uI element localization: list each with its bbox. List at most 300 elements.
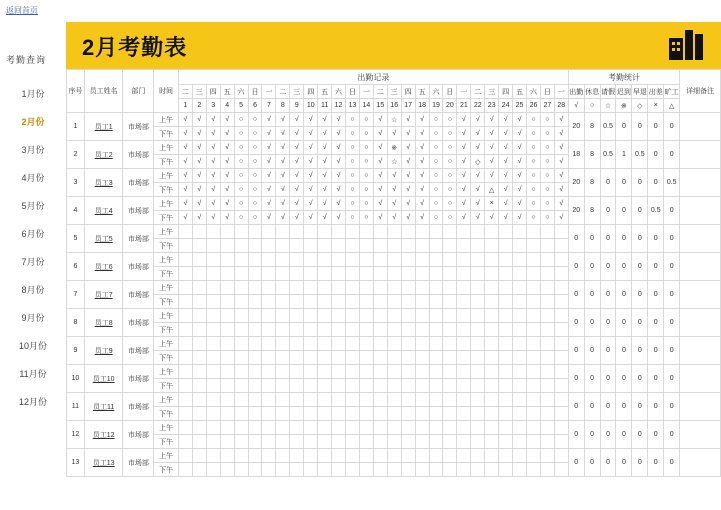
cell-day-mark[interactable]: √ [513,169,527,183]
cell-day-mark[interactable] [206,421,220,435]
cell-day-mark[interactable] [499,365,513,379]
month-item-10[interactable]: 10月份 [18,341,47,351]
cell-day-mark[interactable]: √ [415,169,429,183]
cell-day-mark[interactable]: ○ [540,141,554,155]
cell-day-mark[interactable] [220,421,234,435]
cell-day-mark[interactable] [220,295,234,309]
cell-day-mark[interactable]: ○ [527,211,541,225]
cell-day-mark[interactable]: √ [554,127,568,141]
cell-day-mark[interactable] [248,253,262,267]
cell-day-mark[interactable] [415,351,429,365]
cell-day-mark[interactable] [373,337,387,351]
cell-day-mark[interactable]: √ [220,169,234,183]
cell-day-mark[interactable] [415,295,429,309]
cell-day-mark[interactable] [178,295,192,309]
cell-day-mark[interactable] [220,323,234,337]
cell-day-mark[interactable]: ○ [248,211,262,225]
cell-day-mark[interactable]: ○ [429,211,443,225]
cell-day-mark[interactable]: √ [554,197,568,211]
cell-day-mark[interactable] [527,449,541,463]
cell-day-mark[interactable]: √ [457,197,471,211]
cell-day-mark[interactable]: √ [554,169,568,183]
cell-remark[interactable] [680,197,721,225]
cell-day-mark[interactable] [234,239,248,253]
cell-day-mark[interactable] [346,393,360,407]
cell-day-mark[interactable]: √ [471,169,485,183]
cell-day-mark[interactable]: √ [471,141,485,155]
cell-day-mark[interactable]: ○ [248,113,262,127]
cell-day-mark[interactable] [554,295,568,309]
cell-day-mark[interactable]: √ [318,127,332,141]
cell-day-mark[interactable]: √ [276,113,290,127]
cell-day-mark[interactable]: √ [276,155,290,169]
cell-day-mark[interactable] [359,449,373,463]
cell-day-mark[interactable] [178,421,192,435]
cell-day-mark[interactable] [485,365,499,379]
cell-day-mark[interactable] [192,295,206,309]
cell-day-mark[interactable]: ○ [234,155,248,169]
cell-day-mark[interactable] [513,393,527,407]
cell-day-mark[interactable] [471,421,485,435]
cell-day-mark[interactable]: √ [262,113,276,127]
cell-day-mark[interactable] [513,463,527,477]
cell-day-mark[interactable]: √ [192,127,206,141]
cell-day-mark[interactable] [276,449,290,463]
cell-day-mark[interactable] [359,435,373,449]
cell-day-mark[interactable]: √ [485,211,499,225]
cell-day-mark[interactable] [262,281,276,295]
cell-employee-name[interactable]: 员工2 [84,141,123,169]
cell-day-mark[interactable] [485,379,499,393]
cell-day-mark[interactable]: √ [290,211,304,225]
cell-day-mark[interactable] [220,337,234,351]
cell-day-mark[interactable] [359,351,373,365]
cell-day-mark[interactable]: ◇ [471,155,485,169]
cell-remark[interactable] [680,169,721,197]
cell-day-mark[interactable] [262,225,276,239]
cell-day-mark[interactable]: √ [401,113,415,127]
cell-day-mark[interactable] [178,225,192,239]
cell-day-mark[interactable] [220,267,234,281]
cell-day-mark[interactable] [206,337,220,351]
cell-day-mark[interactable] [262,309,276,323]
cell-day-mark[interactable]: √ [206,211,220,225]
cell-day-mark[interactable] [401,449,415,463]
cell-day-mark[interactable] [318,365,332,379]
cell-remark[interactable] [680,141,721,169]
cell-day-mark[interactable] [290,267,304,281]
cell-day-mark[interactable] [332,239,346,253]
cell-day-mark[interactable]: √ [401,197,415,211]
cell-day-mark[interactable] [499,393,513,407]
cell-day-mark[interactable]: ○ [346,155,360,169]
cell-day-mark[interactable] [346,421,360,435]
cell-day-mark[interactable]: ○ [443,169,457,183]
cell-day-mark[interactable] [276,379,290,393]
cell-day-mark[interactable] [304,253,318,267]
cell-day-mark[interactable] [401,337,415,351]
cell-day-mark[interactable] [192,407,206,421]
cell-day-mark[interactable] [178,323,192,337]
cell-day-mark[interactable] [318,281,332,295]
cell-day-mark[interactable]: ○ [429,197,443,211]
cell-day-mark[interactable] [499,421,513,435]
cell-day-mark[interactable]: √ [178,183,192,197]
cell-day-mark[interactable] [415,253,429,267]
cell-day-mark[interactable] [373,225,387,239]
cell-day-mark[interactable] [332,365,346,379]
cell-day-mark[interactable] [206,407,220,421]
cell-day-mark[interactable]: √ [387,211,401,225]
cell-day-mark[interactable] [513,435,527,449]
cell-day-mark[interactable] [290,365,304,379]
cell-day-mark[interactable] [234,463,248,477]
cell-day-mark[interactable] [359,295,373,309]
cell-day-mark[interactable] [276,309,290,323]
cell-day-mark[interactable] [359,337,373,351]
cell-day-mark[interactable]: √ [290,113,304,127]
back-to-home-link[interactable]: 返回首页 [6,6,38,15]
cell-day-mark[interactable]: √ [220,183,234,197]
cell-day-mark[interactable] [387,463,401,477]
cell-day-mark[interactable]: ○ [527,169,541,183]
cell-day-mark[interactable] [485,421,499,435]
cell-day-mark[interactable] [415,365,429,379]
cell-day-mark[interactable] [443,351,457,365]
cell-day-mark[interactable] [248,351,262,365]
cell-day-mark[interactable] [234,337,248,351]
cell-day-mark[interactable]: √ [457,155,471,169]
cell-day-mark[interactable]: √ [373,183,387,197]
cell-remark[interactable] [680,309,721,337]
cell-day-mark[interactable]: √ [262,141,276,155]
cell-day-mark[interactable]: √ [192,169,206,183]
cell-day-mark[interactable]: √ [192,113,206,127]
cell-day-mark[interactable] [262,351,276,365]
cell-day-mark[interactable]: √ [332,197,346,211]
cell-day-mark[interactable] [387,267,401,281]
cell-day-mark[interactable] [443,463,457,477]
cell-day-mark[interactable]: √ [499,127,513,141]
cell-day-mark[interactable]: ○ [443,211,457,225]
cell-day-mark[interactable] [429,253,443,267]
cell-day-mark[interactable] [429,323,443,337]
cell-day-mark[interactable]: ○ [234,141,248,155]
cell-day-mark[interactable] [206,351,220,365]
cell-day-mark[interactable] [554,407,568,421]
cell-day-mark[interactable] [178,351,192,365]
cell-day-mark[interactable] [318,309,332,323]
cell-day-mark[interactable] [443,281,457,295]
cell-day-mark[interactable]: ○ [540,169,554,183]
cell-day-mark[interactable] [429,463,443,477]
cell-day-mark[interactable] [206,295,220,309]
cell-day-mark[interactable] [332,295,346,309]
cell-day-mark[interactable] [304,421,318,435]
cell-day-mark[interactable] [429,267,443,281]
cell-day-mark[interactable] [415,323,429,337]
cell-day-mark[interactable] [290,449,304,463]
cell-day-mark[interactable]: √ [332,141,346,155]
cell-day-mark[interactable] [346,253,360,267]
cell-day-mark[interactable]: ○ [359,127,373,141]
cell-day-mark[interactable]: √ [415,113,429,127]
cell-day-mark[interactable] [443,225,457,239]
cell-day-mark[interactable] [206,253,220,267]
cell-day-mark[interactable]: √ [513,113,527,127]
cell-day-mark[interactable] [359,281,373,295]
cell-day-mark[interactable] [513,365,527,379]
cell-day-mark[interactable] [554,323,568,337]
cell-day-mark[interactable] [220,225,234,239]
cell-day-mark[interactable] [401,421,415,435]
cell-day-mark[interactable] [346,323,360,337]
cell-day-mark[interactable] [332,267,346,281]
cell-day-mark[interactable]: ○ [443,113,457,127]
cell-day-mark[interactable]: √ [262,155,276,169]
cell-day-mark[interactable] [332,421,346,435]
cell-employee-name[interactable]: 员工4 [84,197,123,225]
cell-day-mark[interactable]: √ [332,127,346,141]
cell-day-mark[interactable]: √ [290,141,304,155]
cell-day-mark[interactable] [540,407,554,421]
cell-day-mark[interactable]: √ [513,197,527,211]
cell-day-mark[interactable] [443,267,457,281]
cell-day-mark[interactable]: √ [192,197,206,211]
cell-day-mark[interactable] [234,281,248,295]
cell-day-mark[interactable] [262,407,276,421]
cell-day-mark[interactable]: ○ [234,197,248,211]
cell-day-mark[interactable]: ○ [429,183,443,197]
cell-day-mark[interactable]: √ [178,113,192,127]
cell-day-mark[interactable] [276,337,290,351]
cell-day-mark[interactable] [206,435,220,449]
cell-day-mark[interactable]: √ [485,169,499,183]
cell-day-mark[interactable] [220,365,234,379]
cell-day-mark[interactable] [192,365,206,379]
cell-day-mark[interactable] [178,365,192,379]
cell-day-mark[interactable] [401,393,415,407]
cell-day-mark[interactable]: √ [206,183,220,197]
cell-day-mark[interactable] [527,239,541,253]
cell-day-mark[interactable] [499,225,513,239]
cell-day-mark[interactable] [401,281,415,295]
cell-day-mark[interactable] [178,309,192,323]
cell-day-mark[interactable] [318,421,332,435]
cell-day-mark[interactable]: √ [318,155,332,169]
cell-day-mark[interactable]: √ [387,183,401,197]
cell-day-mark[interactable]: √ [178,211,192,225]
month-item-8[interactable]: 8月份 [21,285,45,295]
cell-day-mark[interactable] [262,435,276,449]
cell-day-mark[interactable] [178,463,192,477]
cell-day-mark[interactable] [373,281,387,295]
cell-day-mark[interactable] [290,337,304,351]
cell-day-mark[interactable] [527,253,541,267]
cell-day-mark[interactable]: √ [206,141,220,155]
cell-day-mark[interactable] [290,407,304,421]
cell-day-mark[interactable]: ○ [359,183,373,197]
cell-day-mark[interactable] [540,295,554,309]
cell-day-mark[interactable] [401,253,415,267]
cell-day-mark[interactable] [499,239,513,253]
cell-day-mark[interactable]: √ [499,113,513,127]
cell-day-mark[interactable] [262,421,276,435]
cell-day-mark[interactable] [206,393,220,407]
cell-day-mark[interactable]: √ [471,211,485,225]
cell-day-mark[interactable] [206,323,220,337]
cell-day-mark[interactable] [359,393,373,407]
cell-day-mark[interactable] [290,435,304,449]
cell-day-mark[interactable] [373,449,387,463]
cell-day-mark[interactable] [527,351,541,365]
cell-day-mark[interactable] [192,253,206,267]
cell-day-mark[interactable] [373,309,387,323]
cell-day-mark[interactable] [318,463,332,477]
cell-day-mark[interactable] [373,393,387,407]
cell-day-mark[interactable]: √ [318,141,332,155]
cell-day-mark[interactable] [499,407,513,421]
cell-day-mark[interactable] [471,393,485,407]
cell-day-mark[interactable]: √ [178,141,192,155]
cell-day-mark[interactable] [304,323,318,337]
cell-day-mark[interactable] [499,463,513,477]
cell-day-mark[interactable]: √ [499,169,513,183]
cell-day-mark[interactable] [332,435,346,449]
cell-day-mark[interactable] [359,407,373,421]
cell-day-mark[interactable] [457,309,471,323]
cell-day-mark[interactable]: √ [485,141,499,155]
cell-day-mark[interactable] [346,239,360,253]
cell-day-mark[interactable] [206,365,220,379]
cell-day-mark[interactable] [527,309,541,323]
cell-day-mark[interactable]: √ [318,113,332,127]
cell-remark[interactable] [680,337,721,365]
cell-day-mark[interactable] [304,379,318,393]
cell-day-mark[interactable] [401,407,415,421]
cell-day-mark[interactable] [401,351,415,365]
cell-day-mark[interactable] [248,407,262,421]
cell-day-mark[interactable] [527,421,541,435]
cell-day-mark[interactable]: √ [457,141,471,155]
month-item-6[interactable]: 6月份 [21,229,45,239]
cell-day-mark[interactable]: √ [387,169,401,183]
cell-day-mark[interactable] [234,393,248,407]
cell-day-mark[interactable] [471,281,485,295]
cell-day-mark[interactable] [540,421,554,435]
cell-day-mark[interactable] [192,309,206,323]
cell-day-mark[interactable]: √ [276,197,290,211]
cell-day-mark[interactable] [485,295,499,309]
cell-day-mark[interactable] [359,267,373,281]
cell-day-mark[interactable]: √ [471,183,485,197]
cell-employee-name[interactable]: 员工10 [84,365,123,393]
cell-day-mark[interactable] [234,323,248,337]
cell-day-mark[interactable]: √ [373,113,387,127]
cell-day-mark[interactable]: √ [332,183,346,197]
cell-day-mark[interactable] [346,365,360,379]
cell-day-mark[interactable]: √ [513,183,527,197]
cell-day-mark[interactable] [540,393,554,407]
cell-day-mark[interactable] [276,351,290,365]
cell-day-mark[interactable] [373,267,387,281]
cell-day-mark[interactable] [457,435,471,449]
cell-day-mark[interactable] [332,253,346,267]
cell-day-mark[interactable] [206,281,220,295]
cell-day-mark[interactable]: √ [220,127,234,141]
cell-day-mark[interactable] [346,435,360,449]
cell-day-mark[interactable] [318,407,332,421]
cell-day-mark[interactable]: ○ [429,113,443,127]
cell-day-mark[interactable] [485,309,499,323]
cell-day-mark[interactable] [220,309,234,323]
cell-day-mark[interactable] [554,393,568,407]
cell-day-mark[interactable] [304,449,318,463]
cell-day-mark[interactable] [499,253,513,267]
cell-day-mark[interactable] [554,463,568,477]
cell-day-mark[interactable]: ☆ [387,155,401,169]
cell-day-mark[interactable]: ○ [359,141,373,155]
cell-day-mark[interactable] [429,225,443,239]
cell-day-mark[interactable] [527,267,541,281]
cell-day-mark[interactable] [262,365,276,379]
cell-day-mark[interactable]: ○ [359,211,373,225]
cell-day-mark[interactable] [471,351,485,365]
cell-day-mark[interactable] [220,239,234,253]
cell-day-mark[interactable] [415,281,429,295]
cell-day-mark[interactable] [248,435,262,449]
cell-day-mark[interactable] [234,379,248,393]
cell-day-mark[interactable] [443,393,457,407]
cell-day-mark[interactable] [429,435,443,449]
cell-day-mark[interactable]: ○ [359,169,373,183]
cell-day-mark[interactable] [540,323,554,337]
cell-day-mark[interactable]: ○ [429,155,443,169]
cell-day-mark[interactable]: √ [554,183,568,197]
cell-day-mark[interactable] [290,379,304,393]
cell-day-mark[interactable] [248,309,262,323]
cell-day-mark[interactable] [457,379,471,393]
cell-day-mark[interactable] [192,379,206,393]
cell-day-mark[interactable] [554,239,568,253]
cell-day-mark[interactable] [429,379,443,393]
cell-day-mark[interactable]: √ [276,183,290,197]
cell-day-mark[interactable] [443,407,457,421]
cell-day-mark[interactable] [415,225,429,239]
cell-day-mark[interactable] [346,281,360,295]
cell-day-mark[interactable] [346,267,360,281]
cell-day-mark[interactable] [527,463,541,477]
cell-day-mark[interactable] [304,281,318,295]
cell-day-mark[interactable] [248,323,262,337]
cell-day-mark[interactable]: √ [401,155,415,169]
cell-day-mark[interactable] [513,253,527,267]
cell-day-mark[interactable]: ○ [248,155,262,169]
cell-day-mark[interactable] [206,239,220,253]
cell-day-mark[interactable] [359,379,373,393]
cell-day-mark[interactable] [332,281,346,295]
cell-day-mark[interactable] [429,393,443,407]
cell-day-mark[interactable]: ○ [540,127,554,141]
cell-day-mark[interactable] [457,323,471,337]
cell-day-mark[interactable] [318,225,332,239]
cell-day-mark[interactable]: √ [485,113,499,127]
cell-day-mark[interactable] [485,463,499,477]
cell-day-mark[interactable] [540,253,554,267]
cell-employee-name[interactable]: 员工11 [84,393,123,421]
cell-day-mark[interactable] [457,267,471,281]
cell-day-mark[interactable]: √ [471,197,485,211]
